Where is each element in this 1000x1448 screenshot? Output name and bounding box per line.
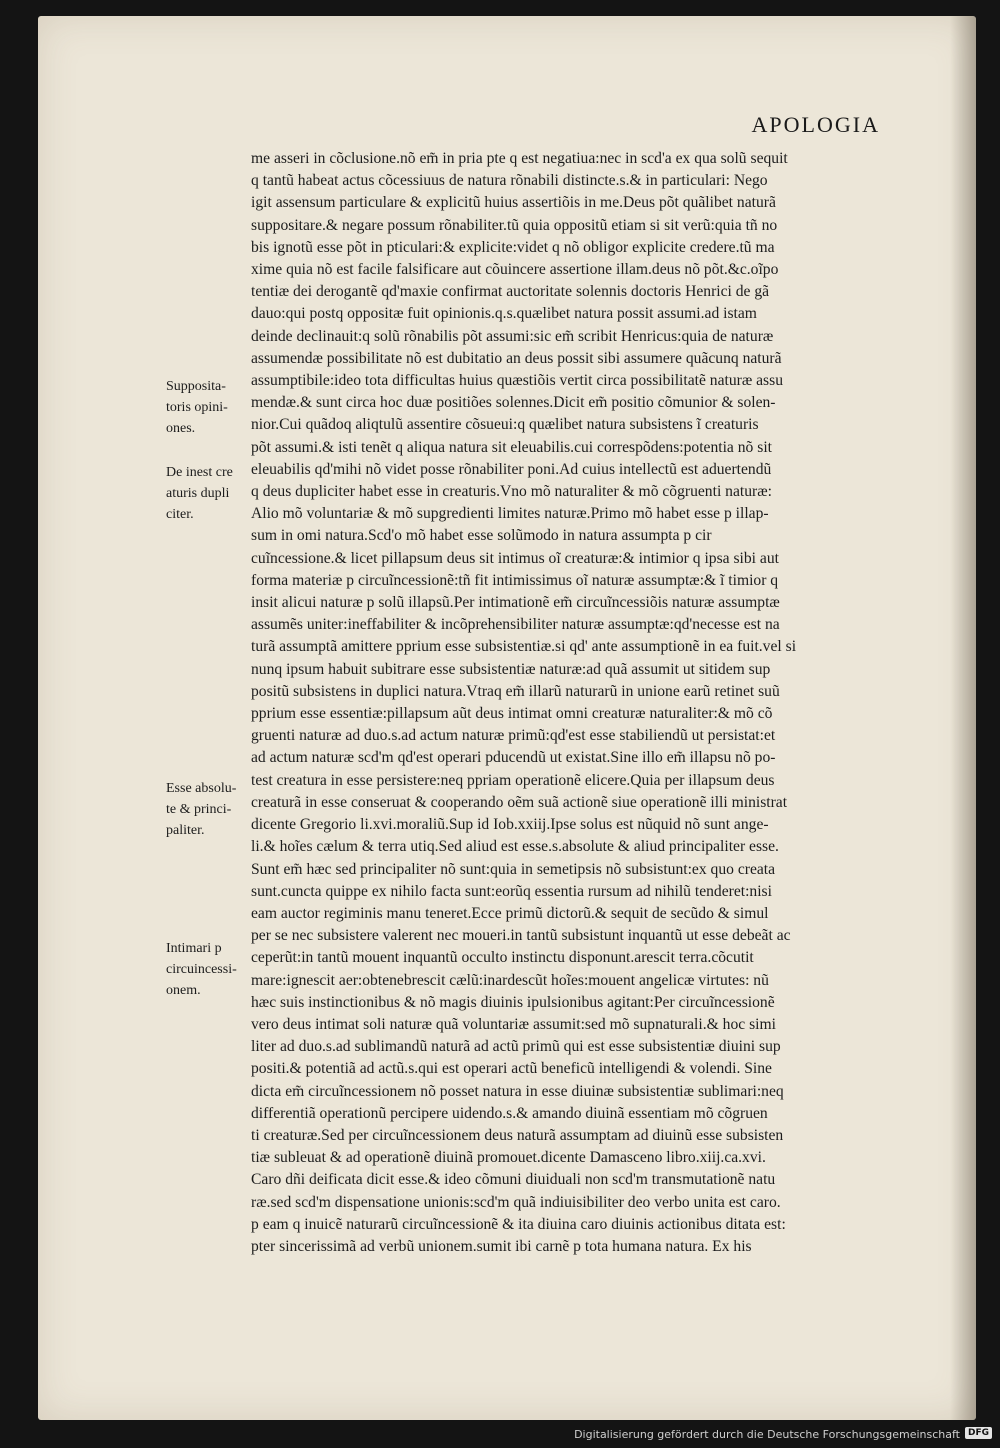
- text-line: turã assumptã amittere pprium esse subsistentiæ.si qd' ante assumptionẽ in ea fuit.vel si: [251, 638, 797, 656]
- margin-note-line: citer.: [166, 507, 194, 522]
- page-edge-shadow: [950, 16, 976, 1420]
- text-line: tentiæ dei derogantẽ qd'maxie confirmat auctoritate solennis doctoris Henrici de gã: [251, 283, 770, 301]
- funding-notice: Digitalisierung gefördert durch die Deutsche Forschungsgemeinschaft: [574, 1428, 960, 1441]
- text-line: sum in omi natura.Scd'o mõ habet esse solũmodo in natura assumpta p cir: [251, 527, 712, 545]
- text-line: dicente Gregorio li.xvi.moraliũ.Sup id Iob.xxiij.Ipse solus est nũquid nõ sunt ange-: [251, 816, 769, 834]
- text-line: per se nec subsistere valerent nec moueri.in tantũ subsistunt inquantũ ut esse debeãt ac: [251, 927, 791, 945]
- running-title: APOLOGIA: [751, 112, 880, 137]
- margin-note-line: Intimari p: [166, 941, 222, 956]
- text-line: nunq ipsum habuit subitrare esse subsistentiæ naturæ:ad quã assumit ut sitidem sup: [251, 660, 771, 678]
- main-text-block: [251, 148, 927, 1258]
- text-line: pprium esse essentiæ:pillapsum aũt deus intimat omni creaturæ naturaliter:& mõ cõ: [251, 705, 773, 723]
- text-line: nior.Cui quãdoq aliqtulũ assentire cõsueui:q quælibet natura subsistens ĩ creaturis: [251, 416, 759, 434]
- text-line: cuĩncessione.& licet pillapsum deus sit intimus oĩ creaturæ:& intimior q ipsa sibi aut: [251, 549, 779, 567]
- text-line: Sunt em̃ hæc sed principaliter nõ sunt:quia in semetipsis nõ subsistunt:ex quo creata: [251, 860, 776, 878]
- text-line: test creatura in esse persistere:neq ppriam operationẽ elicere.Quia per illapsum deus: [251, 771, 775, 789]
- text-line: bis ignotũ esse põt in pticulari:& explicite:videt q nõ obligor explicite credere.tũ ma: [251, 238, 775, 256]
- margin-note-line: Supposita-: [166, 379, 226, 394]
- text-line: me asseri in cõclusione.nõ em̃ in pria pte q est negatiua:nec in scd'a ex qua solũ sequit: [251, 150, 788, 167]
- dfg-logo: DFG: [965, 1427, 992, 1439]
- text-line: ti creaturæ.Sed per circuĩncessionem deus naturã assumptam ad diuinũ esse subsisten: [251, 1126, 784, 1144]
- text-line: insit alicui naturæ p solũ illapsũ.Per intimationẽ em̃ circuĩncessiõis naturæ assumptæ: [251, 594, 780, 612]
- text-line: deinde declinauit:q solũ rõnabilis põt assumi:sic em̃ scribit Henricus:quia de naturæ: [251, 327, 774, 345]
- text-line: li.& hoĩes cælum & terra utiq.Sed aliud est esse.s.absolute & aliud principaliter esse.: [251, 838, 779, 856]
- text-line: dicta em̃ circuĩncessionem nõ posset natura in esse diuinæ subsistentiæ sublimari:neq: [251, 1082, 784, 1100]
- margin-note-line: circuincessi-: [166, 962, 237, 977]
- margin-note-line: te & princi-: [166, 802, 232, 817]
- text-line: Alio mõ voluntariæ & mõ supgredienti limites naturæ.Primo mõ habet esse p illap-: [251, 505, 769, 523]
- text-line: positi.& potentiã ad actũ.s.qui est operari actũ beneficũ intelligendi & volendi. Sine: [251, 1060, 772, 1078]
- text-line: mare:ignescit aer:obtenebrescit cælũ:inardescũt hoĩes:mouent angelicæ virtutes: nũ: [251, 971, 769, 989]
- text-line: q tantũ habeat actus cõcessiuus de natura rõnabili distincte.s.& in particulari: Nego: [251, 172, 768, 190]
- text-line: suppositare.& negare possum rõnabiliter.tũ quia oppositũ etiam si sit verũ:quia tñ no: [251, 216, 778, 234]
- margin-note-line: toris opini-: [166, 400, 228, 415]
- text-line: assumptibile:ideo tota difficultas huius quæstiõis vertit circa possibilitatẽ naturæ assu: [251, 372, 783, 390]
- text-line: p eam q inuicẽ naturarũ circuĩncessionẽ & ita diuina caro diuinis actionibus ditata est:: [251, 1215, 786, 1233]
- text-line: põt assumi.& isti tenẽt q aliqua natura sit eleuabilis.cui correspõdens:potentia nõ sit: [251, 438, 772, 456]
- text-line: Caro dñi deificata dicit esse.& ideo cõmuni diuiduali non scd'm transmutationẽ natu: [251, 1171, 776, 1189]
- text-line: sunt.cuncta quippe ex nihilo facta sunt:eorũq essentia rursum ad nihilũ tenderet:nisi: [251, 882, 772, 900]
- text-line: hæc suis instinctionibus & nõ magis diuinis ipulsionibus agitant:Per circuĩncessionẽ: [251, 993, 775, 1011]
- margin-note-line: De inest cre: [166, 465, 233, 480]
- margin-note-line: ones.: [166, 421, 196, 436]
- margin-note-line: onem.: [166, 983, 201, 998]
- text-line: gruenti naturæ ad duo.s.ad actum naturæ primũ:qd'est esse stabiliendũ ut persistat:et: [251, 727, 776, 745]
- text-line: tiæ subleuat & ad operationẽ diuinã promouet.dicente Damasceno libro.xiij.ca.xvi.: [251, 1149, 766, 1167]
- text-line: forma materiæ p circuĩncessionẽ:tñ fit intimissimus oĩ naturæ assumptæ:& ĩ timior q: [251, 571, 779, 589]
- text-line: assumendæ possibilitate nõ est dubitatio an deus possit sibi assumere quãcunq naturã: [251, 349, 782, 367]
- margin-note: [166, 778, 254, 841]
- text-line: assumẽs uniter:ineffabiliter & incõprehensibiliter naturæ assumptæ:qd'necesse est na: [251, 616, 780, 634]
- margin-note-line: paliter.: [166, 823, 205, 838]
- text-line: eam auctor regiminis manu teneret.Ecce primũ dictorũ.& sequit de secũdo & simul: [251, 904, 769, 922]
- text-line: igit assensum particulare & explicitũ huius assertiõis in me.Deus põt quãlibet naturã: [251, 194, 776, 212]
- text-line: creaturã in esse conseruat & cooperando oẽm suã actionẽ siue operationẽ illi ministrat: [251, 793, 788, 811]
- text-line: dauo:qui postq oppositæ fuit opinionis.q.s.quælibet natura possit assumi.ad istam: [251, 305, 757, 323]
- margin-note-line: aturis dupli: [166, 486, 230, 501]
- footer-bar: [0, 1420, 1000, 1448]
- text-line: pter sincerissimã ad verbũ unionem.sumit ibi carnẽ p tota humana natura. Ex his: [251, 1237, 752, 1255]
- text-line: mendæ.& sunt circa hoc duæ positiões solennes.Dicit em̃ positio cõmunior & solen-: [251, 394, 776, 412]
- book-page: [38, 16, 976, 1420]
- text-line: eleuabilis qd'mihi nõ videt posse rõnabiliter poni.Ad cuius intellectũ est aduertendũ: [251, 460, 772, 478]
- margin-note: [166, 462, 254, 525]
- text-line: ceperũt:in tantũ mouent inquantũ occulto instinctu disponunt.arescit terra.cõcutit: [251, 949, 754, 967]
- margin-note: [166, 938, 254, 1001]
- text-line: ad actum naturæ scd'm qd'est operari pducendũ ut existat.Sine illo em̃ illapsu nõ po-: [251, 749, 776, 767]
- text-line: ræ.sed scd'm dispensatione unionis:scd'm quã indiuisibiliter deo verbo unita est caro.: [251, 1193, 781, 1211]
- text-line: positũ subsistens in duplici natura.Vtraq em̃ illarũ naturarũ in unione earũ retinet suũ: [251, 682, 780, 700]
- text-line: liter ad duo.s.ad sublimandũ naturã ad actũ primũ qui est esse subsistentiæ diuini sup: [251, 1038, 781, 1056]
- text-line: differentiã operationũ percipere uidendo.s.& amando diuinã essentiam mõ cõgruen: [251, 1104, 768, 1122]
- margin-note-line: Esse absolu-: [166, 781, 237, 796]
- text-line: vero deus intimat soli naturæ quã voluntariæ assumit:sed mõ supnaturali.& hoc simi: [251, 1015, 776, 1033]
- margin-note: [166, 376, 254, 439]
- text-line: q deus dupliciter habet esse in creaturis.Vno mõ naturaliter & mõ cõgruenti naturæ:: [251, 483, 772, 501]
- text-line: xime quia nõ est facile falsificare aut cõuincere assertione illam.deus nõ põt.&c.oĩpo: [251, 261, 779, 279]
